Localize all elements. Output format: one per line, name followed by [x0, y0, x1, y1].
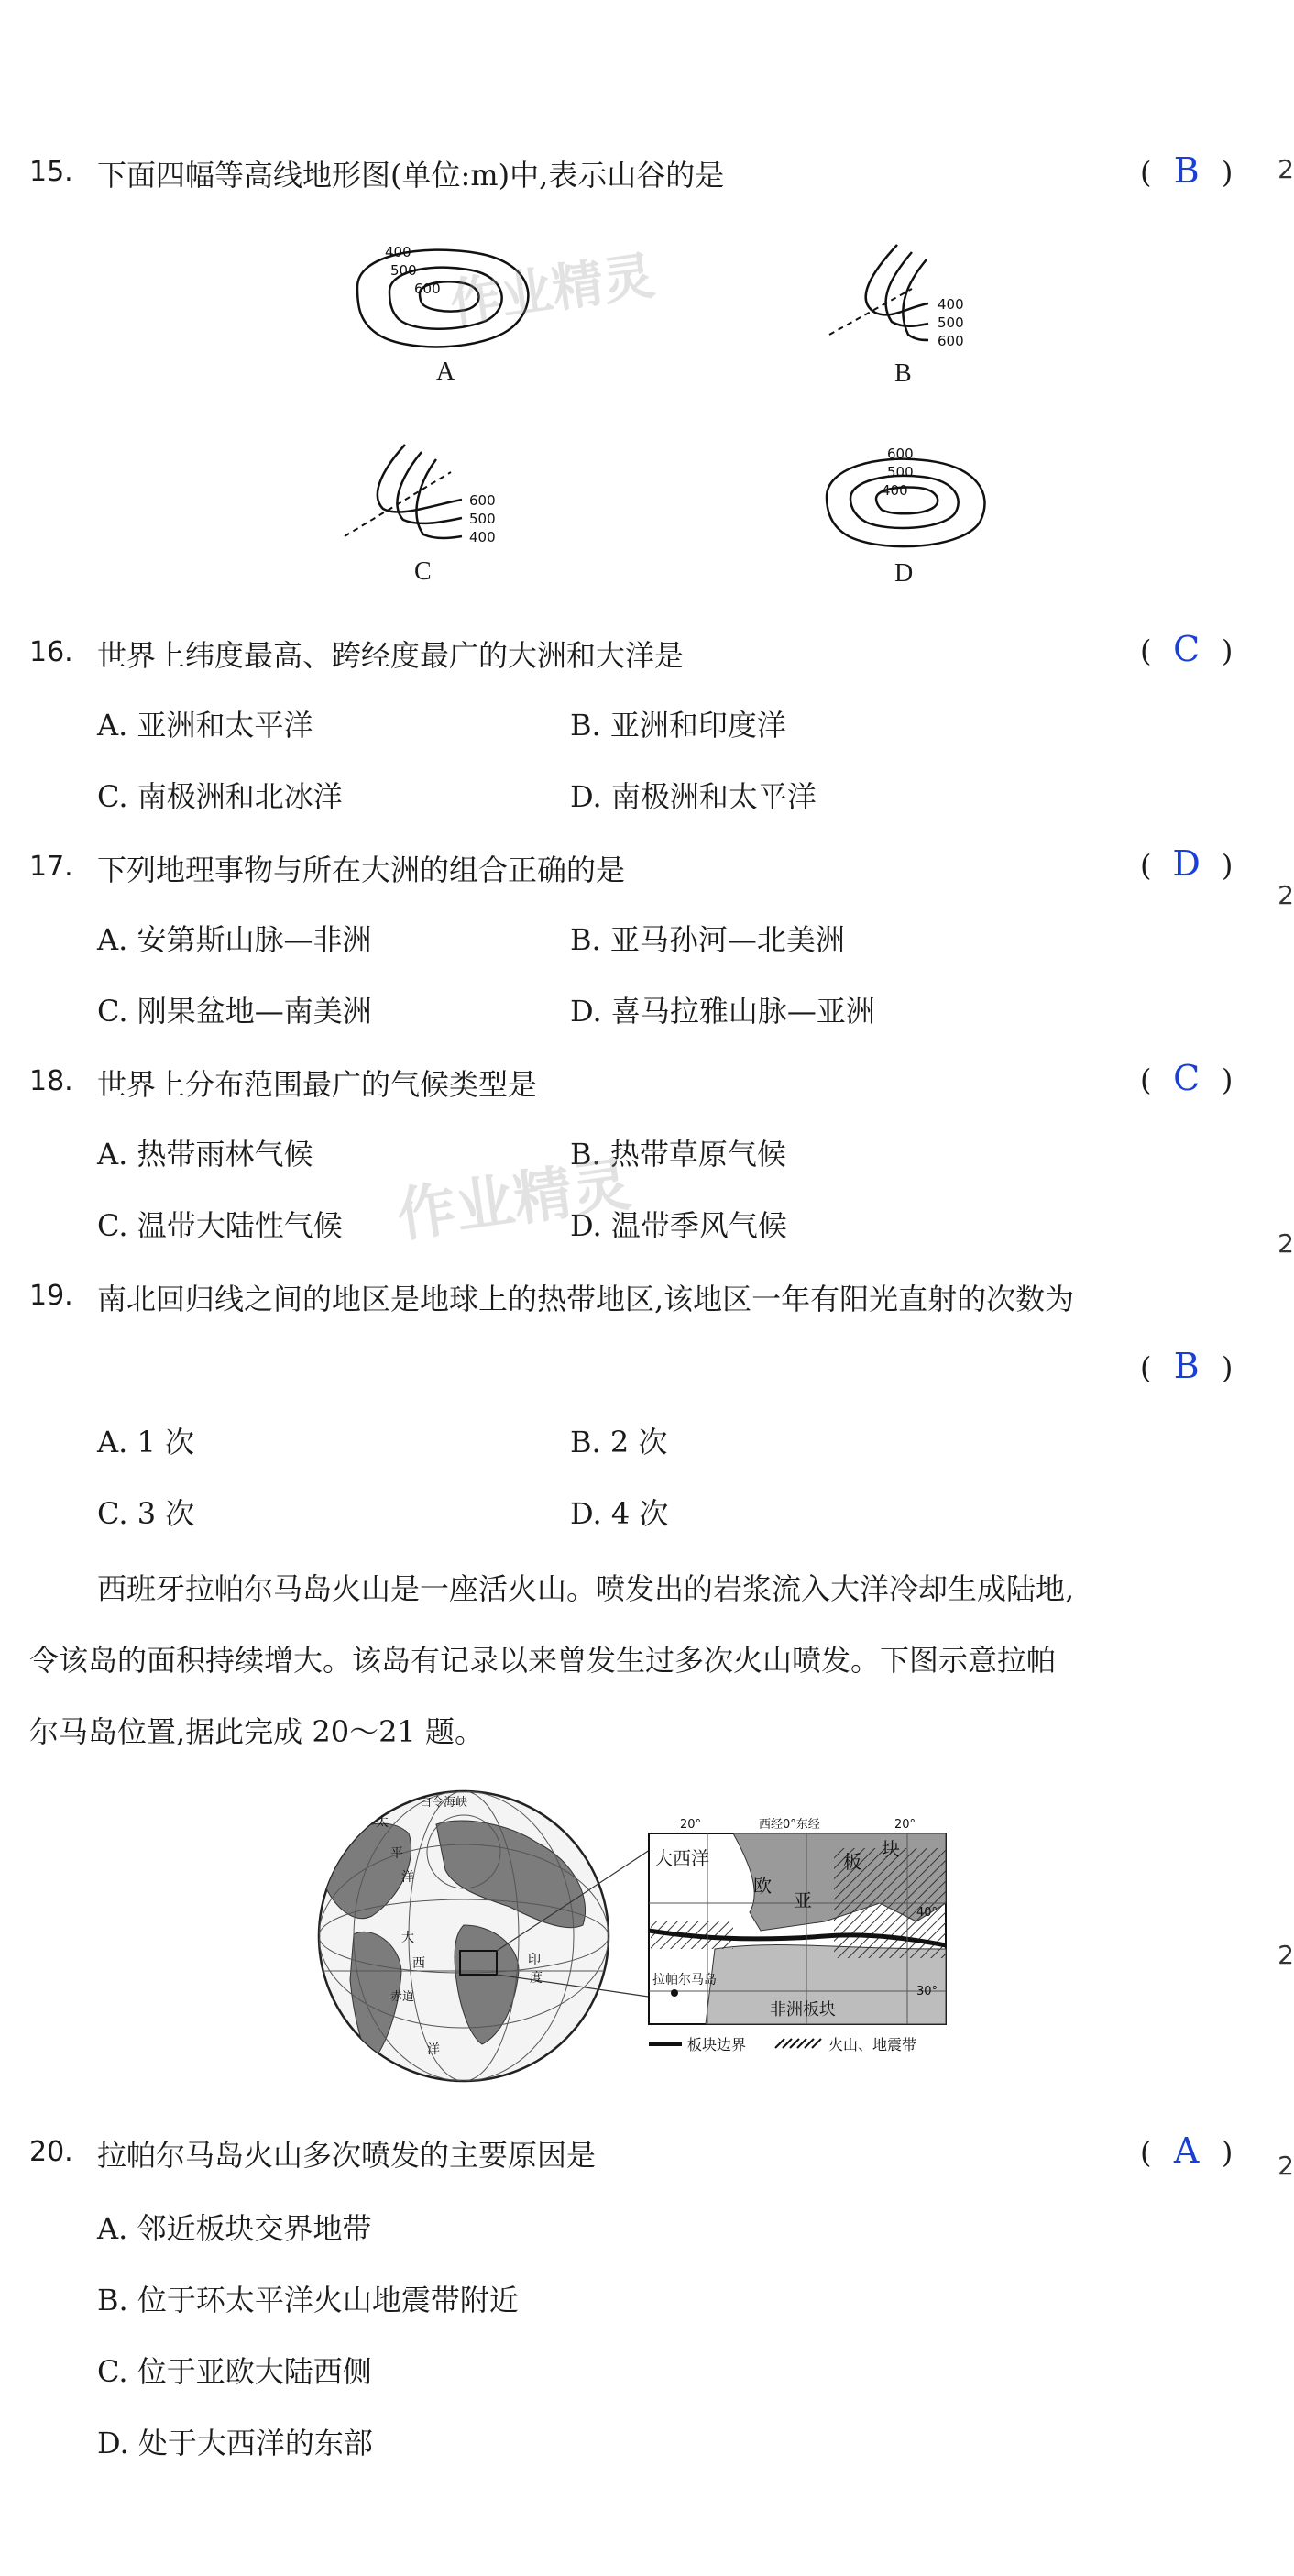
option-c: C. 南极洲和北冰洋	[97, 779, 343, 814]
question-stem: 拉帕尔马岛火山多次喷发的主要原因是	[97, 2138, 597, 2173]
contour-label: 500	[887, 464, 914, 480]
option-b: B. 2 次	[570, 1425, 668, 1459]
option-a: A. 邻近板块交界地带	[97, 2211, 372, 2246]
contour-label: 500	[390, 262, 417, 279]
contour-label: 500	[469, 511, 496, 527]
globe-label: 度	[530, 1971, 543, 1986]
contour-label: 500	[938, 314, 964, 331]
edge-digit: 2	[1278, 1228, 1294, 1259]
question-number: 20.	[29, 2136, 73, 2168]
globe-label: 印	[528, 1953, 541, 1967]
inset-label: 20°	[680, 1818, 702, 1832]
answer-bracket: ( C )	[1140, 1058, 1234, 1098]
answer-letter: C	[1173, 1058, 1201, 1098]
option-c: C. 刚果盆地—南美洲	[97, 994, 372, 1029]
map-label: C	[414, 557, 432, 586]
edge-digit: 2	[1278, 154, 1294, 184]
watermark: 作业精灵	[392, 1150, 635, 1251]
legend-boundary: 板块边界	[687, 2036, 747, 2053]
inset-label: 块	[882, 1838, 900, 1860]
passage-line: 尔马岛位置,据此完成 20～21 题。	[29, 1714, 484, 1749]
question-stem: 世界上纬度最高、跨经度最广的大洲和大洋是	[97, 638, 685, 673]
map-label: D	[894, 559, 914, 588]
question-number: 16.	[29, 636, 73, 668]
option-c: C. 温带大陆性气候	[97, 1208, 343, 1243]
option-d: D. 南极洲和太平洋	[570, 779, 817, 814]
contour-label: 600	[414, 281, 441, 297]
map-label: A	[436, 358, 455, 386]
option-d: D. 温带季风气候	[570, 1208, 787, 1243]
question-stem: 下面四幅等高线地形图(单位:m)中,表示山谷的是	[97, 158, 725, 193]
globe-label: 大	[401, 1931, 414, 1945]
inset-label: 20°	[894, 1818, 916, 1832]
question-stem: 下列地理事物与所在大洲的组合正确的是	[97, 853, 626, 887]
map-label: B	[894, 359, 912, 388]
globe-label: 平	[390, 1846, 403, 1861]
legend-belt: 火山、地震带	[828, 2036, 917, 2053]
answer-bracket: ( A )	[1140, 2130, 1234, 2171]
inset-label: 非洲板块	[770, 2000, 836, 2020]
answer-bracket: ( C )	[1140, 629, 1234, 669]
contour-map-d	[814, 442, 1015, 561]
globe-label: 西	[412, 1956, 425, 1971]
answer-bracket: ( B )	[1140, 150, 1234, 191]
contour-map-b	[820, 234, 1022, 353]
option-a: A. 亚洲和太平洋	[97, 708, 313, 743]
answer-letter: A	[1173, 2130, 1200, 2171]
question-stem: 世界上分布范围最广的气候类型是	[97, 1067, 538, 1102]
globe-label: 洋	[401, 1870, 414, 1885]
contour-label: 600	[469, 492, 496, 509]
option-b: B. 热带草原气候	[570, 1137, 786, 1172]
globe-figure	[299, 1788, 629, 2081]
inset-label: 西经0°东经	[759, 1818, 820, 1832]
question-number: 19.	[29, 1280, 73, 1312]
contour-label: 600	[938, 333, 964, 349]
question-number: 15.	[29, 156, 73, 188]
inset-map	[642, 1811, 953, 2068]
contour-label: 400	[385, 244, 411, 260]
answer-bracket: ( B )	[1140, 1346, 1234, 1386]
contour-label: 600	[887, 446, 914, 462]
passage-line: 令该岛的面积持续增大。该岛有记录以来曾发生过多次火山喷发。下图示意拉帕	[29, 1643, 1057, 1678]
answer-letter: D	[1172, 843, 1201, 884]
inset-label: 40°	[916, 1906, 938, 1920]
inset-label: 拉帕尔马岛	[652, 1973, 717, 1987]
option-a: A. 热带雨林气候	[97, 1137, 313, 1172]
globe-label: 赤道	[390, 1990, 415, 2004]
option-b: B. 亚马孙河—北美洲	[570, 922, 845, 957]
answer-letter: C	[1173, 629, 1201, 669]
question-number: 17.	[29, 851, 73, 883]
option-b: B. 位于环太平洋火山地震带附近	[97, 2283, 519, 2317]
option-b: B. 亚洲和印度洋	[570, 708, 786, 743]
contour-label: 400	[882, 482, 908, 499]
option-d: D. 4 次	[570, 1496, 669, 1531]
watermark: 作业精灵	[446, 246, 659, 335]
option-c: C. 位于亚欧大陆西侧	[97, 2354, 372, 2389]
option-a: A. 安第斯山脉—非洲	[97, 922, 372, 957]
question-stem: 南北回归线之间的地区是地球上的热带地区,该地区一年有阳光直射的次数为	[97, 1282, 1075, 1316]
inset-label: 板	[843, 1851, 861, 1873]
option-d: D. 喜马拉雅山脉—亚洲	[570, 994, 875, 1029]
edge-digit: 2	[1278, 1940, 1294, 1970]
answer-letter: B	[1173, 150, 1200, 191]
edge-digit: 2	[1278, 880, 1294, 910]
inset-label: 大西洋	[654, 1847, 709, 1869]
option-c: C. 3 次	[97, 1496, 195, 1531]
passage-line: 西班牙拉帕尔马岛火山是一座活火山。喷发出的岩浆流入大洋冷却生成陆地,	[97, 1571, 1075, 1606]
inset-label: 亚	[794, 1889, 812, 1911]
answer-letter: B	[1173, 1346, 1200, 1386]
inset-label: 欧	[753, 1875, 772, 1897]
contour-label: 400	[938, 296, 964, 313]
contour-map-c	[341, 435, 524, 555]
inset-label: 30°	[916, 1985, 938, 1998]
globe-label: 白令海峡	[420, 1796, 468, 1810]
edge-digit: 2	[1278, 2151, 1294, 2181]
option-d: D. 处于大西洋的东部	[97, 2426, 373, 2460]
option-a: A. 1 次	[97, 1425, 194, 1459]
globe-label: 太	[376, 1815, 389, 1830]
answer-bracket: ( D )	[1140, 843, 1234, 884]
question-number: 18.	[29, 1065, 73, 1097]
contour-label: 400	[469, 529, 496, 545]
globe-label: 洋	[427, 2042, 440, 2057]
